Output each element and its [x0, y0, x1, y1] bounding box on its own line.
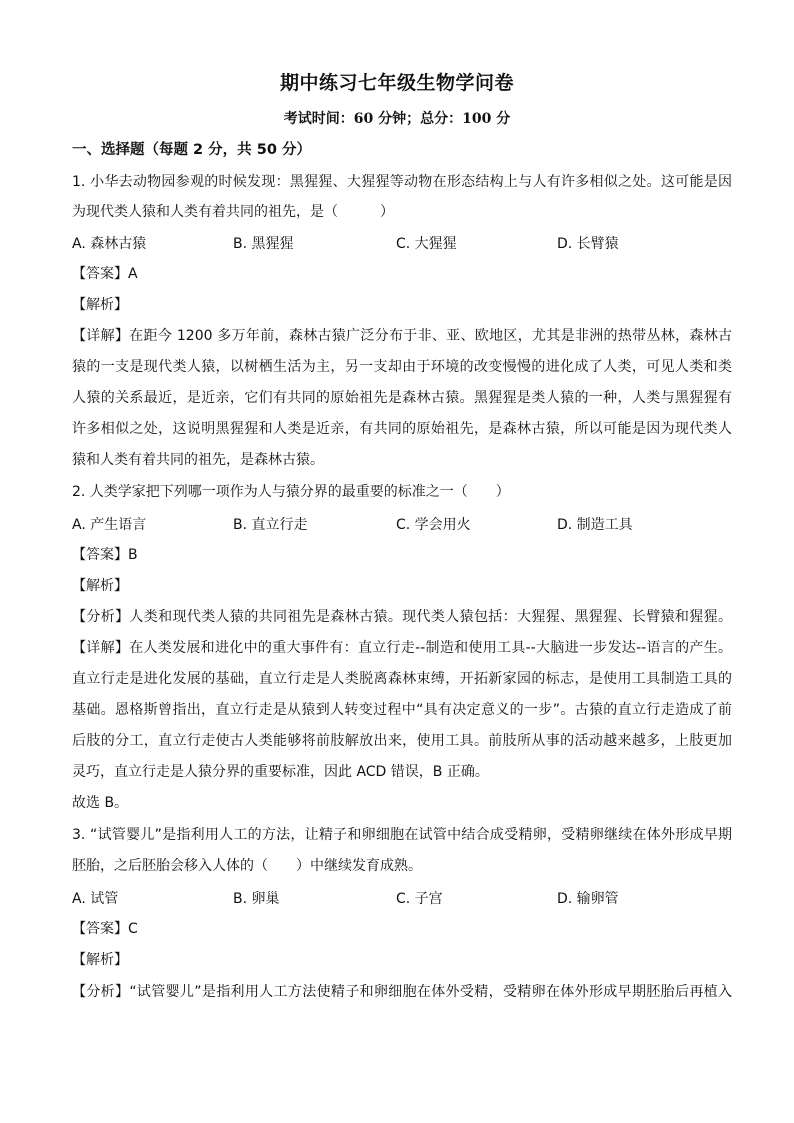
question-1-text-cont: 为现代类人猿和人类有着共同的祖先，是（ ）: [72, 204, 394, 220]
question-2-text: 2. 人类学家把下列哪一项作为人与猿分界的最重要的标准之一（ ）: [72, 484, 510, 500]
analysis-label: 【解析】: [72, 578, 128, 594]
option-d: D. 制造工具: [557, 517, 633, 533]
question-3-text-cont: 胚胎，之后胚胎会移入人体的（ ）中继续发育成熟。: [72, 858, 422, 874]
option-a: A. 森林古猿: [72, 236, 147, 252]
option-c: C. 子宫: [396, 891, 443, 907]
detail-paragraph: 【详解】在人类发展和进化中的重大事件有：直立行走--制造和使用工具--大脑进一步发达--语言的产生。: [72, 640, 732, 656]
option-c: C. 学会用火: [396, 517, 471, 533]
answer-label: 【答案】C: [72, 921, 138, 937]
option-c: C. 大猩猩: [396, 236, 457, 252]
detail-paragraph: 【详解】在距今 1200 多万年前，森林古猿广泛分布于非、亚、欧地区，尤其是非洲的热带丛林，森林古: [72, 328, 732, 344]
analysis-label: 【解析】: [72, 297, 128, 313]
question-3-text: 3. “试管婴儿”是指利用人工的方法，让精子和卵细胞在试管中结合成受精卵，受精卵继续在体外形成早期: [72, 827, 732, 843]
conclusion-text: 故选 B。: [72, 795, 129, 811]
detail-paragraph: 许多相似之处，这说明黑猩猩和人类是近亲，有共同的原始祖先，是森林古猿，所以可能是因为现代类人: [72, 421, 732, 437]
fenxi-paragraph: 【分析】人类和现代类人猿的共同祖先是森林古猿。现代类人猿包括：大猩猩、黑猩猩、长臂猿和猩猩。: [72, 609, 732, 625]
option-d: D. 长臂猿: [557, 236, 619, 252]
section-heading: 一、选择题（每题 2 分，共 50 分）: [72, 142, 311, 158]
detail-paragraph: 猿和人类有着共同的祖先，是森林古猿。: [72, 452, 324, 468]
analysis-label: 【解析】: [72, 952, 128, 968]
detail-paragraph: 基础。恩格斯曾指出，直立行走是从猿到人转变过程中“具有决定意义的一步”。古猿的直立行走造成了前: [72, 702, 732, 718]
option-d: D. 输卵管: [557, 891, 619, 907]
option-b: B. 直立行走: [233, 517, 308, 533]
option-b: B. 黑猩猩: [233, 236, 294, 252]
option-a: A. 产生语言: [72, 517, 147, 533]
option-a: A. 试管: [72, 891, 119, 907]
detail-paragraph: 猿的一支是现代类人猿，以树栖生活为主，另一支却由于环境的改变慢慢的进化成了人类，可见人类和类: [72, 359, 732, 375]
page-title: 期中练习七年级生物学问卷: [279, 72, 514, 94]
answer-label: 【答案】B: [72, 547, 138, 563]
detail-paragraph: 后肢的分工，直立行走使古人类能够将前肢解放出来，使用工具。前肢所从事的活动越来越多，上肢更加: [72, 733, 732, 749]
option-b: B. 卵巢: [233, 891, 280, 907]
answer-label: 【答案】A: [72, 266, 138, 282]
exam-info: 考试时间：60 分钟；总分：100 分: [283, 111, 511, 127]
detail-paragraph: 灵巧，直立行走是人猿分界的重要标准，因此 ACD 错误，B 正确。: [72, 764, 489, 780]
question-1-text: 1. 小华去动物园参观的时候发现：黑猩猩、大猩猩等动物在形态结构上与人有许多相似之处。这可能是因: [72, 174, 732, 190]
detail-paragraph: 人猿的关系最近，是近亲，它们有共同的原始祖先是森林古猿。黑猩猩是类人猿的一种，人类与黑猩猩有: [72, 390, 732, 406]
detail-paragraph: 直立行走是进化发展的基础，直立行走是人类脱离森林束缚，开拓新家园的标志，是使用工具制造工具的: [72, 671, 732, 687]
fenxi-paragraph: 【分析】“试管婴儿”是指利用人工方法使精子和卵细胞在体外受精，受精卵在体外形成早期胚胎后再植入: [72, 984, 732, 1000]
